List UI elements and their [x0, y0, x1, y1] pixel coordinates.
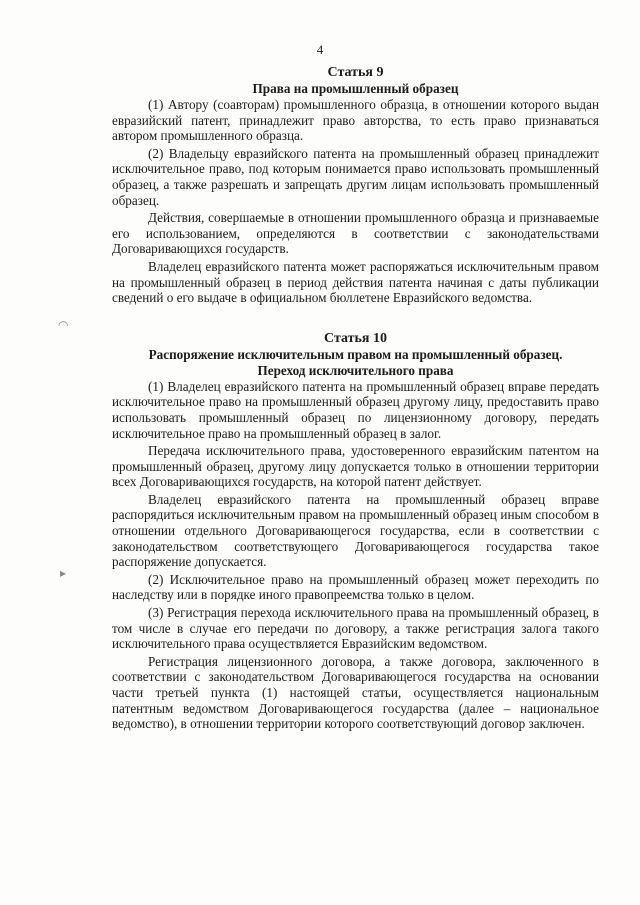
- article-10: [112, 330, 599, 732]
- punch-hole-mark-icon: ▸: [60, 566, 67, 580]
- document-body: [112, 64, 599, 734]
- article-9-paragraph: Действия, совершаемые в отношении промышленного образца и признаваемые его использованием, определяются в соответствии с законодательствами Договаривающихся государств.: [112, 210, 599, 257]
- article-10-paragraph: Передача исключительного права, удостоверенного евразийским патентом на промышленный образец, другому лицу допускается только в отношении территории всех Договаривающихся государств, на которой патент действует.: [112, 443, 599, 490]
- article-9-title: Права на промышленный образец: [252, 81, 459, 96]
- article-10-heading: Статья 10: [324, 330, 387, 346]
- article-9-paragraph: (1) Автору (соавторам) промышленного образца, в отношении которого выдан евразийский патент, принадлежит право авторства, то есть право признаваться автором промышленного образца.: [112, 97, 599, 144]
- article-9: [112, 64, 599, 306]
- article-10-paragraph: Владелец евразийского патента на промышленный образец вправе распорядиться исключительным правом на промышленный образец иным способом в отношении отдельного Договаривающегося государства, если в соответствии с законодательством соответствующего Договаривающегося государства такое распоряжение допускается.: [112, 491, 599, 570]
- page-number: 4: [316, 42, 324, 57]
- article-10-title-line-1: Распоряжение исключительным правом на промышленный образец.: [148, 346, 563, 362]
- article-10-paragraph: (2) Исключительное право на промышленный образец может переходить по наследству или в порядке иного правопреемства только в целом.: [112, 571, 599, 603]
- article-9-paragraph: Владелец евразийского патента может распоряжаться исключительным правом на промышленный образец в период действия патента начиная с даты публикации сведений о его выдаче в официальном бюллетене Евразийского ведомства.: [112, 258, 599, 306]
- article-10-paragraph: (1) Владелец евразийского патента на промышленный образец вправе передать исключительное право на промышленный образец другому лицу, предоставить право использовать промышленный образец по лицензионному договору, передать исключительное право на промышленный образец в залог.: [112, 378, 599, 441]
- article-10-paragraph: Регистрация лицензионного договора, а также договора, заключенного в соответствии с законодательством Договаривающегося государства на основании части третьей пункта (1) настоящей статьи, осуществляется национальным патентным ведомством Договаривающегося государства (далее – национальное ведомство), в отношении территории которого соответствующий договор заключен.: [112, 653, 599, 732]
- article-10-paragraph: (3) Регистрация перехода исключительного права на промышленный образец, в том числе в случае его передачи по договору, а также регистрация залога такого исключительного права осуществляется Евразийским ведомством.: [112, 605, 599, 652]
- article-9-heading: Статья 9: [327, 65, 384, 80]
- punch-hole-mark-icon: ◠: [58, 318, 69, 332]
- article-9-paragraph: (2) Владельцу евразийского патента на промышленный образец принадлежит исключительное право, под которым понимается право использовать промышленный образец, а также разрешать и запрещать другим лицам использовать промышленный образец.: [112, 145, 599, 208]
- article-10-title-line-2: Переход исключительного права: [257, 362, 454, 378]
